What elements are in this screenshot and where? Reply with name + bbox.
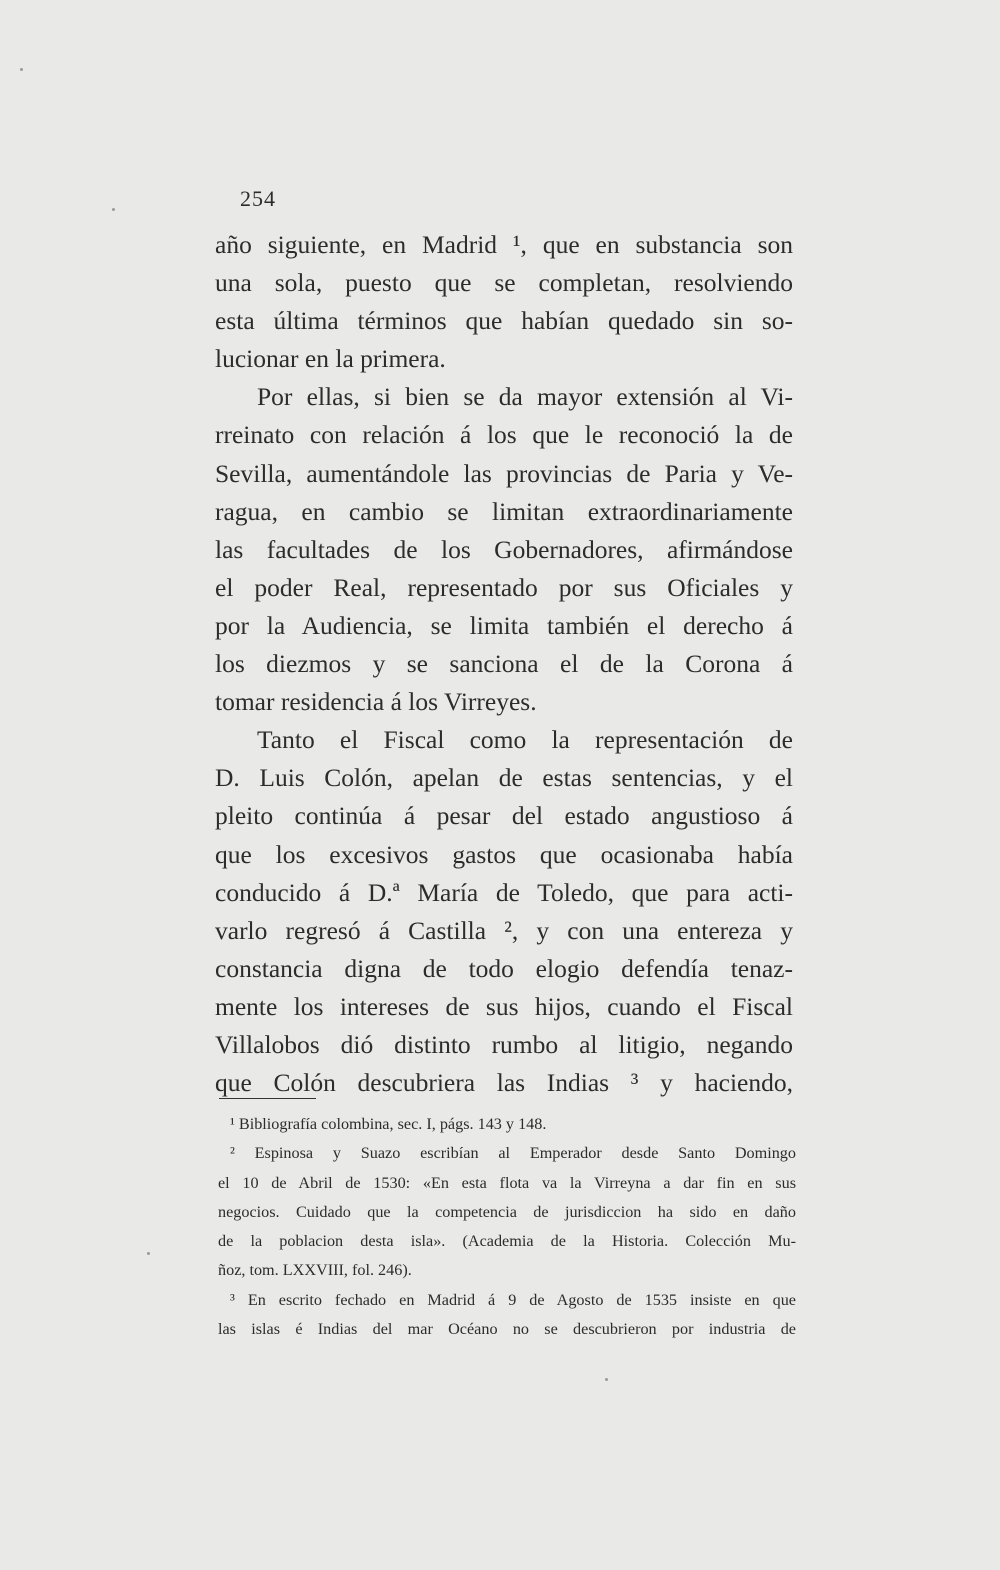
- page-number: 254: [240, 186, 276, 211]
- footnote-line: negocios. Cuidado que la competencia de jurisdiccion ha sido en daño: [218, 1202, 796, 1221]
- body-line: lucionar en la primera.: [215, 344, 446, 374]
- footnote-line: ² Espinosa y Suazo escribían al Emperador desde Santo Domingo: [230, 1144, 796, 1163]
- body-line: esta última términos que habían quedado sin so-: [215, 306, 793, 336]
- body-line: conducido á D.ª María de Toledo, que para acti-: [215, 877, 793, 907]
- body-line: que los excesivos gastos que ocasionaba había: [215, 839, 793, 869]
- body-line: una sola, puesto que se completan, resolviendo: [215, 268, 793, 298]
- body-line: pleito continúa á pesar del estado angustioso á: [215, 801, 793, 831]
- footnote-line: el 10 de Abril de 1530: «En esta flota va la Virreyna a dar fin en sus: [218, 1173, 796, 1192]
- footnote-line: las islas é Indias del mar Océano no se descubrieron por industria de: [218, 1320, 796, 1339]
- body-line: varlo regresó á Castilla ², y con una entereza y: [215, 915, 793, 945]
- paper-speck: [147, 1252, 150, 1255]
- body-line: tomar residencia á los Virreyes.: [215, 687, 537, 717]
- footnotes: [218, 1110, 796, 1344]
- body-line: el poder Real, representado por sus Oficiales y: [215, 572, 793, 602]
- body-line: Villalobos dió distinto rumbo al litigio, negando: [215, 1029, 793, 1059]
- body-line: por la Audiencia, se limita también el derecho á: [215, 610, 793, 640]
- body-line: año siguiente, en Madrid ¹, que en substancia son: [215, 230, 793, 259]
- footnote-line: ¹ Bibliografía colombina, sec. I, págs. 143 y 148.: [230, 1115, 547, 1133]
- body-line: constancia digna de todo elogio defendía tenaz-: [215, 953, 793, 983]
- footnote-divider: [219, 1098, 316, 1099]
- footnote-line: de la poblacion desta isla». (Academia de la Historia. Colección Mu-: [218, 1232, 796, 1251]
- body-line: D. Luis Colón, apelan de estas sentencias, y el: [215, 763, 793, 793]
- body-text: [215, 226, 793, 1102]
- body-line: los diezmos y se sanciona el de la Corona á: [215, 649, 793, 679]
- body-line: Tanto el Fiscal como la representación de: [257, 725, 793, 755]
- footnote-line: ñoz, tom. LXXVIII, fol. 246).: [218, 1261, 412, 1280]
- paper-speck: [605, 1378, 608, 1381]
- footnote-line: ³ En escrito fechado en Madrid á 9 de Agosto de 1535 insiste en que: [230, 1290, 796, 1309]
- paper-speck: [20, 68, 23, 71]
- body-line: ragua, en cambio se limitan extraordinariamente: [215, 496, 793, 526]
- body-line: Por ellas, si bien se da mayor extensión al Vi-: [257, 382, 793, 412]
- body-line: que Colón descubriera las Indias ³ y haciendo,: [215, 1068, 793, 1098]
- paper-speck: [112, 208, 115, 211]
- body-line: rreinato con relación á los que le reconoció la de: [215, 420, 793, 450]
- body-line: las facultades de los Gobernadores, afirmándose: [215, 534, 793, 564]
- body-line: Sevilla, aumentándole las provincias de Paria y Ve-: [215, 458, 793, 488]
- body-line: mente los intereses de sus hijos, cuando el Fiscal: [215, 991, 793, 1021]
